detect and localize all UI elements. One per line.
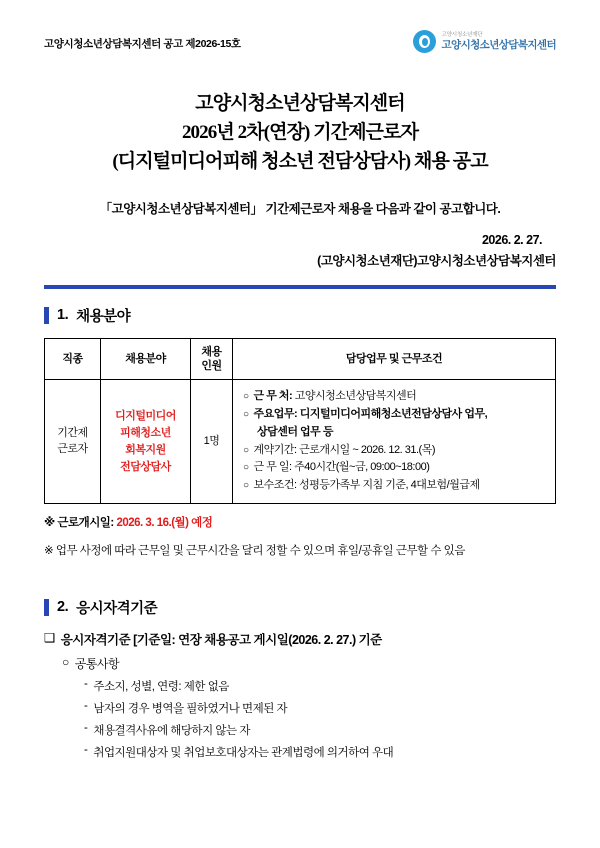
header-headcount-line2: 인원: [201, 359, 222, 372]
field-line1: 디지털미디어: [115, 409, 176, 422]
duty-text: [254, 406, 488, 424]
dash-bullet-icon: -: [84, 677, 88, 690]
section-2-title: 응시자격기준: [76, 600, 158, 617]
note-start-date-value: 2026. 3. 16.(월) 예정: [116, 517, 213, 530]
organization-logo: [413, 30, 556, 53]
duty-item: [243, 406, 547, 424]
qualification-heading: [44, 630, 556, 648]
duty-value: 성평등가족부 지침 기준, 4대보험/월급제: [299, 479, 480, 492]
job-type-line1: 기간제: [57, 427, 88, 440]
duty-bullet-icon: ○: [243, 409, 249, 421]
dash-bullet-icon: -: [84, 743, 88, 756]
list-item-text: 주소지, 성별, 연령: 제한 없음: [93, 680, 229, 693]
announcement-date: 2026. 2. 27.: [481, 232, 542, 247]
duty-label: 근 무 일:: [253, 461, 292, 474]
divider-rule: [44, 285, 556, 289]
duty-bullet-icon: ○: [243, 444, 249, 456]
header-headcount-line1: 채용: [201, 345, 222, 358]
duty-text: [254, 388, 417, 406]
document-number: 고양시청소년상담복지센터 공고 제2026-15호: [44, 38, 241, 50]
dash-bullet-icon: -: [84, 699, 88, 712]
dash-bullet-icon: -: [84, 721, 88, 734]
list-item-text: 취업지원대상자 및 취업보호대상자는 관계법령에 의거하여 우대: [93, 746, 394, 759]
duty-label: 보수조건:: [253, 479, 297, 492]
section-heading-2: [44, 597, 556, 618]
section-1-number: 1.: [57, 307, 69, 324]
qualification-list: [44, 630, 556, 760]
duty-label: 계약기간:: [253, 443, 297, 456]
list-item: [44, 744, 556, 760]
recruitment-table: [44, 338, 556, 504]
header-recruit-field: 채용분야: [101, 338, 191, 380]
duty-subline: 상담센터 업무 등: [257, 425, 333, 438]
announcing-organization: (고양시청소년재단)고양시청소년상담복지센터: [317, 253, 556, 268]
qualification-heading-text: 응시자격기준 [기준일: 연장 채용공고 게시일(2026. 2. 27.) 기준: [60, 632, 382, 647]
cell-recruit-field: [101, 380, 191, 504]
field-line3: 회복지원: [125, 443, 166, 456]
note-start-date: [44, 514, 556, 532]
header-job-type: 직종: [45, 338, 101, 380]
duty-item: [243, 459, 547, 477]
duty-bullet-icon: ○: [243, 462, 249, 474]
circle-bullet-icon: ○: [62, 654, 69, 669]
document-header: [44, 30, 556, 68]
list-item: [44, 678, 556, 694]
square-bullet-icon: ❑: [44, 630, 55, 645]
qualification-subheading: [44, 655, 556, 672]
section-bar-icon: [44, 599, 49, 616]
cell-headcount: 1명: [191, 380, 233, 504]
duty-bullet-icon: ○: [243, 391, 249, 403]
duty-bullet-icon: ○: [243, 480, 249, 492]
logo-circle-icon: [413, 30, 436, 53]
list-item-text: 남자의 경우 병역을 필하였거나 면제된 자: [93, 702, 288, 715]
title-line-1: 고양시청소년상담복지센터: [195, 93, 405, 114]
field-line2: 피해청소년: [120, 426, 171, 439]
note-start-date-label: ※ 근로개시일:: [44, 517, 114, 530]
duty-label: 근 무 처:: [253, 390, 293, 403]
duty-value: 주40시간(월~금, 09:00~18:00): [294, 461, 430, 474]
logo-center-name: 고양시청소년상담복지센터: [441, 38, 556, 51]
qualification-subheading-text: 공통사항: [74, 656, 120, 671]
cell-job-type: [45, 380, 101, 504]
list-item: [44, 700, 556, 716]
job-type-line2: 근로자: [57, 442, 88, 455]
page-title: [44, 90, 556, 177]
logo-text: [441, 32, 556, 50]
field-line4: 전담상담사: [120, 460, 171, 473]
note-schedule: ※ 업무 사정에 따라 근무일 및 근무시간을 달리 정할 수 있으며 휴일/공휴일 근무할 수 있음: [44, 545, 465, 558]
section-heading-1: [44, 305, 556, 326]
intro-paragraph: 「고양시청소년상담복지센터」 기간제근로자 채용을 다음과 같이 공고합니다.: [99, 201, 501, 216]
duty-label: 주요업무:: [253, 408, 298, 421]
duty-text: [254, 477, 480, 495]
list-item-text: 채용결격사유에 해당하지 않는 자: [93, 724, 250, 737]
section-bar-icon: [44, 307, 49, 324]
duty-value: 근로개시일 ~ 2026. 12. 31.(목): [299, 443, 436, 456]
duty-text: [254, 459, 430, 477]
header-headcount: [191, 338, 233, 380]
section-1-title: 채용분야: [76, 308, 131, 325]
duty-text: [254, 442, 435, 460]
duty-item: [243, 442, 547, 460]
section-2-number: 2.: [57, 599, 69, 616]
title-line-3: (디지털미디어피해 청소년 전담상담사) 채용 공고: [112, 150, 488, 172]
title-line-2: 2026년 2차(연장) 기간제근로자: [181, 121, 419, 143]
logo-foundation-name: 고양시청소년재단: [441, 32, 483, 39]
duty-item: [243, 477, 547, 495]
table-row: [45, 380, 556, 504]
list-item: [44, 722, 556, 738]
duty-value: 디지털미디어피해청소년전담상담사 업무,: [299, 408, 488, 421]
table-header-row: [45, 338, 556, 380]
cell-duties: [233, 380, 556, 504]
duty-value: 고양시청소년상담복지센터: [294, 390, 417, 403]
duty-item: [243, 388, 547, 406]
header-duties: 담당업무 및 근무조건: [233, 338, 556, 380]
